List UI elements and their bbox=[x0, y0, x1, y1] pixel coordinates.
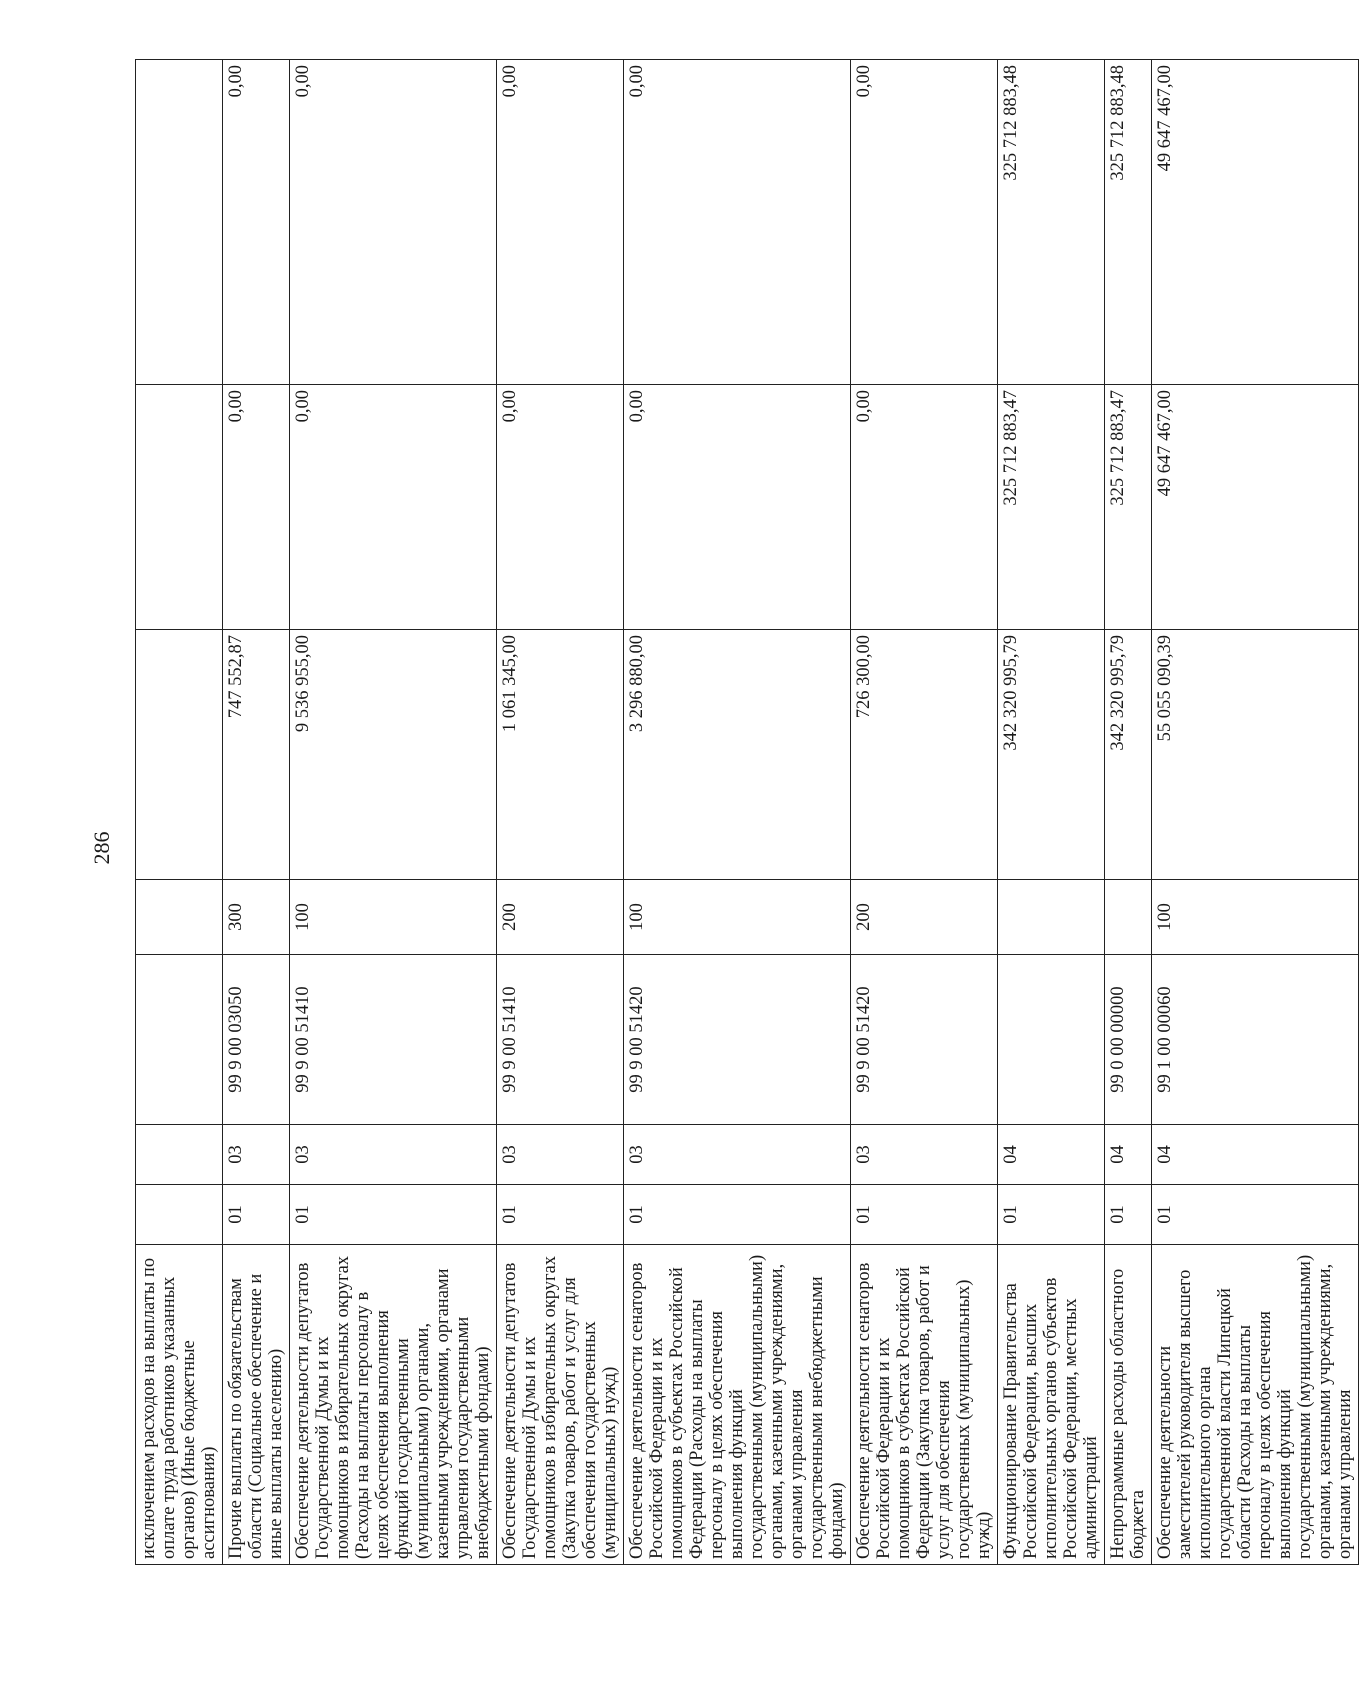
cell-sum-2: 0,00 bbox=[851, 385, 998, 630]
cell-csr: 99 9 00 51410 bbox=[290, 955, 497, 1125]
cell-sum-3: 325 712 883,48 bbox=[998, 60, 1105, 385]
cell-pr: 03 bbox=[851, 1125, 998, 1185]
cell-sum-1: 55 055 090,39 bbox=[1152, 630, 1359, 880]
cell-vr: 200 bbox=[851, 880, 998, 955]
cell-sum-3: 0,00 bbox=[624, 60, 851, 385]
cell-description: Прочие выплаты по обязательствам области (Социальное обеспечение и иные выплаты населению) bbox=[223, 1245, 290, 1565]
cell-sum-1: 9 536 955,00 bbox=[290, 630, 497, 880]
cell-csr: 99 9 00 51410 bbox=[497, 955, 624, 1125]
cell-sum-2: 0,00 bbox=[624, 385, 851, 630]
cell-rz: 01 bbox=[624, 1185, 851, 1245]
cell-sum-2: 325 712 883,47 bbox=[1105, 385, 1152, 630]
cell-pr: 03 bbox=[497, 1125, 624, 1185]
cell-sum-1: 726 300,00 bbox=[851, 630, 998, 880]
cell-csr: 99 9 00 51420 bbox=[624, 955, 851, 1125]
cell-pr: 04 bbox=[1105, 1125, 1152, 1185]
table-row bbox=[998, 60, 1105, 1565]
cell-description: Обеспечение деятельности депутатов Государственной Думы и их помощников в избирательных округах (Закупка товаров, работ и услуг для обеспечения государственных (муниципальных) нужд) bbox=[497, 1245, 624, 1565]
cell-vr bbox=[998, 880, 1105, 955]
cell-sum-1: 1 061 345,00 bbox=[497, 630, 624, 880]
cell-rz: 01 bbox=[851, 1185, 998, 1245]
cell-description: исключением расходов на выплаты по оплате труда работников указанных органов) (Иные бюджетные ассигнования) bbox=[136, 1245, 223, 1565]
table-row bbox=[290, 60, 497, 1565]
cell-sum-1 bbox=[136, 630, 223, 880]
cell-sum-2 bbox=[136, 385, 223, 630]
cell-vr: 100 bbox=[290, 880, 497, 955]
cell-description: Обеспечение деятельности депутатов Государственной Думы и их помощников в избирательных округах (Расходы на выплаты персоналу в целях обеспечения выполнения функций государственными (муниципальными) органами, казенными учреждениями, органами управления государственными внебюджетными фондами) bbox=[290, 1245, 497, 1565]
cell-sum-2: 0,00 bbox=[223, 385, 290, 630]
cell-pr: 04 bbox=[1152, 1125, 1359, 1185]
cell-pr: 03 bbox=[223, 1125, 290, 1185]
cell-csr: 99 1 00 00060 bbox=[1152, 955, 1359, 1125]
cell-sum-3 bbox=[136, 60, 223, 385]
cell-pr: 04 bbox=[998, 1125, 1105, 1185]
cell-vr: 100 bbox=[1152, 880, 1359, 955]
cell-description: Непрограммные расходы областного бюджета bbox=[1105, 1245, 1152, 1565]
cell-rz: 01 bbox=[1152, 1185, 1359, 1245]
cell-sum-1: 747 552,87 bbox=[223, 630, 290, 880]
table-row bbox=[497, 60, 624, 1565]
cell-csr: 99 0 00 00000 bbox=[1105, 955, 1152, 1125]
table-row bbox=[624, 60, 851, 1565]
cell-rz: 01 bbox=[223, 1185, 290, 1245]
table-body bbox=[136, 60, 1359, 1565]
cell-description: Обеспечение деятельности сенаторов Российской Федерации и их помощников в субъектах Российской Федерации (Расходы на выплаты персоналу в целях обеспечения выполнения функций государственными (муниципальными) органами, казенными учреждениями, органами управления государственными внебюджетными фондами) bbox=[624, 1245, 851, 1565]
cell-sum-3: 0,00 bbox=[851, 60, 998, 385]
cell-sum-1: 342 320 995,79 bbox=[1105, 630, 1152, 880]
cell-vr bbox=[136, 880, 223, 955]
cell-vr: 200 bbox=[497, 880, 624, 955]
cell-description: Обеспечение деятельности сенаторов Российской Федерации и их помощников в субъектах Российской Федерации (Закупка товаров, работ и услуг для обеспечения государственных (муниципальных) нужд) bbox=[851, 1245, 998, 1565]
cell-sum-2: 49 647 467,00 bbox=[1152, 385, 1359, 630]
table-row bbox=[136, 60, 223, 1565]
cell-pr: 03 bbox=[290, 1125, 497, 1185]
cell-sum-2: 0,00 bbox=[290, 385, 497, 630]
page-number: 286 bbox=[89, 831, 114, 865]
table-row bbox=[851, 60, 998, 1565]
cell-vr: 300 bbox=[223, 880, 290, 955]
cell-rz bbox=[136, 1185, 223, 1245]
cell-csr bbox=[998, 955, 1105, 1125]
budget-table bbox=[135, 59, 1359, 1565]
cell-sum-3: 0,00 bbox=[223, 60, 290, 385]
cell-csr: 99 9 00 03050 bbox=[223, 955, 290, 1125]
cell-vr bbox=[1105, 880, 1152, 955]
cell-vr: 100 bbox=[624, 880, 851, 955]
cell-description: Обеспечение деятельности заместителей руководителя высшего исполнительного органа государственной власти Липецкой области (Расходы на выплаты персоналу в целях обеспечения выполнения функций государственными (муниципальными) органами, казенными учреждениями, органами управления bbox=[1152, 1245, 1359, 1565]
cell-rz: 01 bbox=[998, 1185, 1105, 1245]
cell-pr bbox=[136, 1125, 223, 1185]
cell-pr: 03 bbox=[624, 1125, 851, 1185]
cell-description: Функционирование Правительства Российской Федерации, высших исполнительных органов субъектов Российской Федерации, местных администраций bbox=[998, 1245, 1105, 1565]
table-row bbox=[1105, 60, 1152, 1565]
cell-sum-3: 0,00 bbox=[290, 60, 497, 385]
cell-rz: 01 bbox=[1105, 1185, 1152, 1245]
table-row bbox=[223, 60, 290, 1565]
cell-sum-1: 3 296 880,00 bbox=[624, 630, 851, 880]
cell-sum-3: 325 712 883,48 bbox=[1105, 60, 1152, 385]
cell-sum-2: 325 712 883,47 bbox=[998, 385, 1105, 630]
table-row bbox=[1152, 60, 1359, 1565]
cell-sum-1: 342 320 995,79 bbox=[998, 630, 1105, 880]
cell-sum-3: 0,00 bbox=[497, 60, 624, 385]
cell-sum-2: 0,00 bbox=[497, 385, 624, 630]
cell-rz: 01 bbox=[497, 1185, 624, 1245]
cell-rz: 01 bbox=[290, 1185, 497, 1245]
cell-sum-3: 49 647 467,00 bbox=[1152, 60, 1359, 385]
cell-csr bbox=[136, 955, 223, 1125]
cell-csr: 99 9 00 51420 bbox=[851, 955, 998, 1125]
rotated-table-wrapper bbox=[135, 60, 1355, 1565]
